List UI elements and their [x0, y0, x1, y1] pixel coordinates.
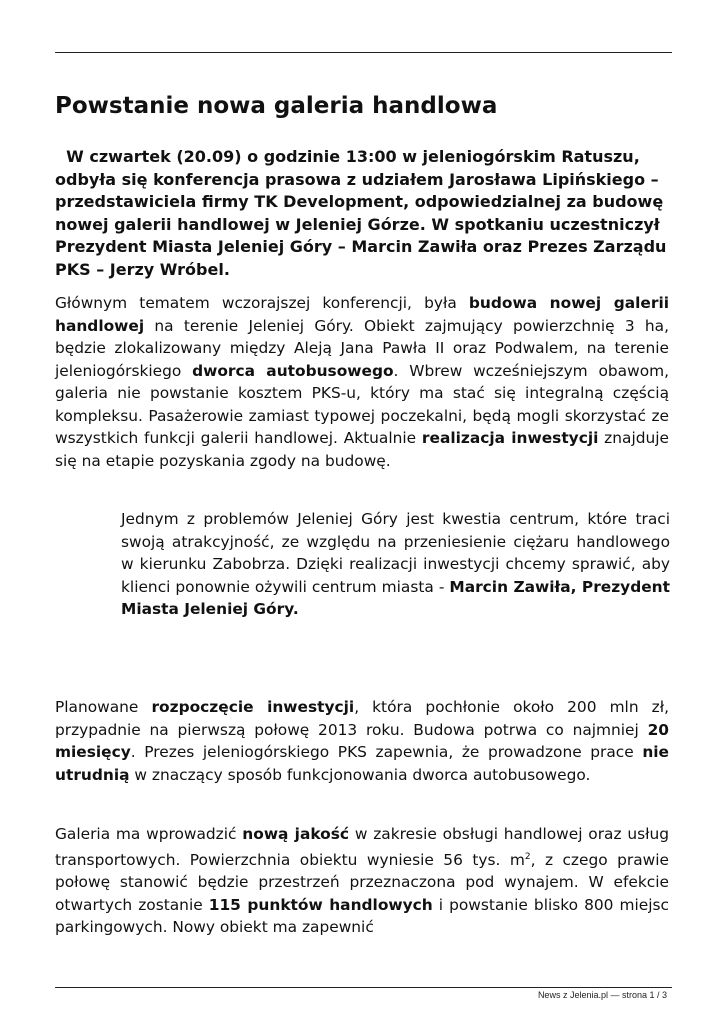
quote-text: Jednym z problemów Jeleniej Góry jest kwestia centrum, które traci swoją atrakcyjność, ze względu na przeniesienie ciężaru handlowego w kierunku Zabobrza. Dzięki realizacji inwestycji chcemy sprawić, aby klienci ponownie ożywili centrum miasta - — [121, 510, 670, 596]
p3-text-3: , z czego prawie połowę stanowić będzie przestrzeń przeznaczona pod wynajem. W efekcie otwartych zostanie — [55, 850, 669, 914]
paragraph-3 — [55, 823, 669, 939]
p2-text-2: , która pochłonie około 200 mln zł, przypadnie na pierwszą połowę 2013 roku. Budowa potrwa co najmniej — [55, 698, 669, 739]
article-lead — [55, 146, 675, 281]
p1-text-2: na terenie Jeleniej Góry. Obiekt zajmujący powierzchnię 3 ha, będzie zlokalizowany między Aleją Jana Pawła II oraz Podwalem, na terenie jeleniogórskiego — [55, 316, 669, 380]
p1-text-1: Głównym tematem wczorajszej konferencji, była — [55, 294, 469, 312]
p1-text-4: znajduje się na etapie pozyskania zgody na budowę. — [55, 429, 669, 470]
footer-rule — [55, 987, 672, 988]
p1-bold-2: dworca autobusowego — [192, 361, 394, 380]
p2-text-1: Planowane — [55, 698, 152, 716]
quote-block — [121, 508, 670, 621]
p2-bold-2: 20 miesięcy — [55, 720, 669, 761]
p2-bold-3: nie utrudnią — [55, 743, 669, 784]
p1-text-3: . Wbrew wcześniejszym obawom, galeria nie powstanie kosztem PKS-u, który ma stać się integralną częścią kompleksu. Pasażerowie zamiast typowej poczekalni, będą mogli skorzystać ze wszystkich funkcji galerii handlowej. Aktualnie — [55, 361, 669, 447]
p1-bold-1: budowa nowej galerii handlowej — [55, 294, 669, 335]
p1-bold-3: realizacja inwestycji — [421, 429, 599, 447]
lead-text: W czwartek (20.09) o godzinie 13:00 w jeleniogórskim Ratuszu, odbyła się konferencja prasowa z udziałem Jarosława Lipińskiego – przedstawiciela firmy TK Development, odpowiedzialnej za budowę nowej galerii handlowej w Jeleniej Górze. W spotkaniu uczestniczył Prezydent Miasta Jeleniej Góry – Marcin Zawiła oraz Prezes Zarządu PKS – Jerzy Wróbel. — [55, 147, 667, 279]
page-footer: News z Jelenia.pl — strona 1 / 3 — [537, 990, 667, 1000]
p3-text-2: w zakresie obsługi handlowej oraz usług transportowych. Powierzchnia obiektu wyniesie 56 tys. m — [55, 825, 670, 869]
p3-text-4: i powstanie blisko 800 miejsc parkingowych. Nowy obiekt ma zapewnić — [55, 895, 670, 937]
paragraph-2 — [55, 696, 669, 786]
p3-bold-1: nową jakość — [242, 825, 350, 843]
paragraph-1 — [55, 292, 669, 472]
p3-superscript: 2 — [524, 851, 531, 862]
p2-text-3: . Prezes jeleniogórskiego PKS zapewnia, że prowadzone prace — [130, 743, 643, 761]
p3-text-1: Galeria ma wprowadzić — [55, 825, 243, 843]
p2-text-4: w znaczący sposób funkcjonowania dworca autobusowego. — [129, 765, 591, 784]
p2-bold-1: rozpoczęcie inwestycji — [151, 698, 355, 716]
header-rule — [55, 52, 672, 53]
quote-author: Marcin Zawiła, Prezydent Miasta Jeleniej Góry. — [121, 577, 670, 618]
p3-bold-2: 115 punktów handlowych — [208, 895, 433, 914]
article-title: Powstanie nowa galeria handlowa — [55, 93, 498, 119]
